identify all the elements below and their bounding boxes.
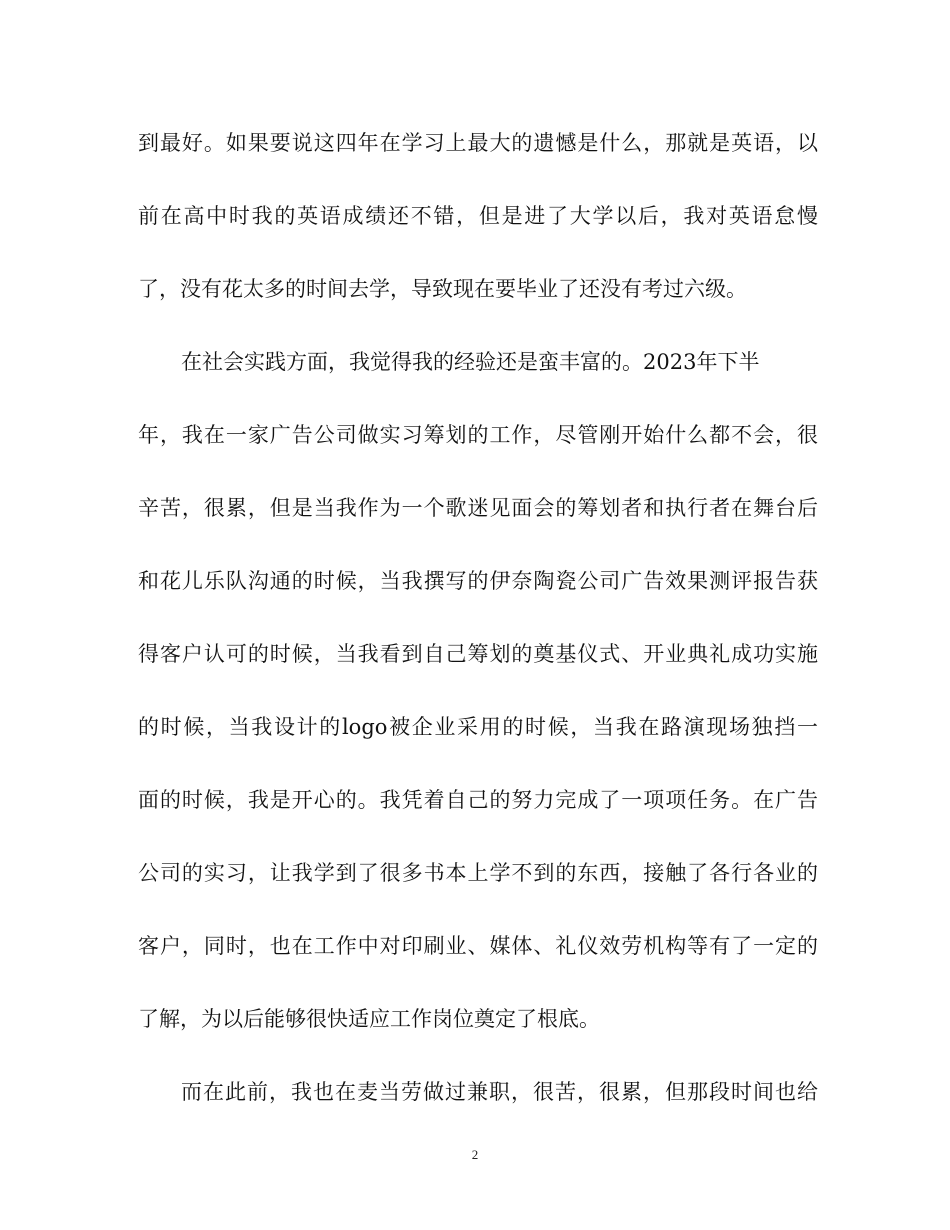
paragraph-line: 面的时候，我是开心的。我凭着自己的努力完成了一项项任务。在广告 [138, 788, 818, 812]
page-number: 2 [471, 1147, 479, 1162]
paragraph-line: 到最好。如果要说这四年在学习上最大的遗憾是什么，那就是英语，以 [138, 131, 818, 155]
paragraph-line: 年，我在一家广告公司做实习筹划的工作，尽管刚开始什么都不会，很 [138, 423, 818, 447]
paragraph-line: 的时候，当我设计的logo被企业采用的时候，当我在路演现场独挡一 [138, 715, 818, 739]
paragraph-line: 而在此前，我也在麦当劳做过兼职，很苦，很累，但那段时间也给 [181, 1080, 818, 1104]
paragraph-line: 客户，同时，也在工作中对印刷业、媒体、礼仪效劳机构等有了一定的 [138, 934, 818, 958]
paragraph-line: 得客户认可的时候，当我看到自己筹划的奠基仪式、开业典礼成功实施 [138, 642, 818, 666]
paragraph-line: 辛苦，很累，但是当我作为一个歌迷见面会的筹划者和执行者在舞台后 [138, 496, 818, 520]
paragraph-line: 了，没有花太多的时间去学，导致现在要毕业了还没有考过六级。 [138, 277, 747, 301]
paragraph-line: 了解，为以后能够很快适应工作岗位奠定了根底。 [138, 1007, 600, 1031]
paragraph-line: 和花儿乐队沟通的时候，当我撰写的伊奈陶瓷公司广告效果测评报告获 [138, 569, 818, 593]
paragraph-line: 在社会实践方面，我觉得我的经验还是蛮丰富的。2023年下半 [181, 350, 760, 374]
paragraph-line: 前在高中时我的英语成绩还不错，但是进了大学以后，我对英语怠慢 [138, 204, 818, 228]
paragraph-line: 公司的实习，让我学到了很多书本上学不到的东西，接触了各行各业的 [138, 861, 818, 885]
